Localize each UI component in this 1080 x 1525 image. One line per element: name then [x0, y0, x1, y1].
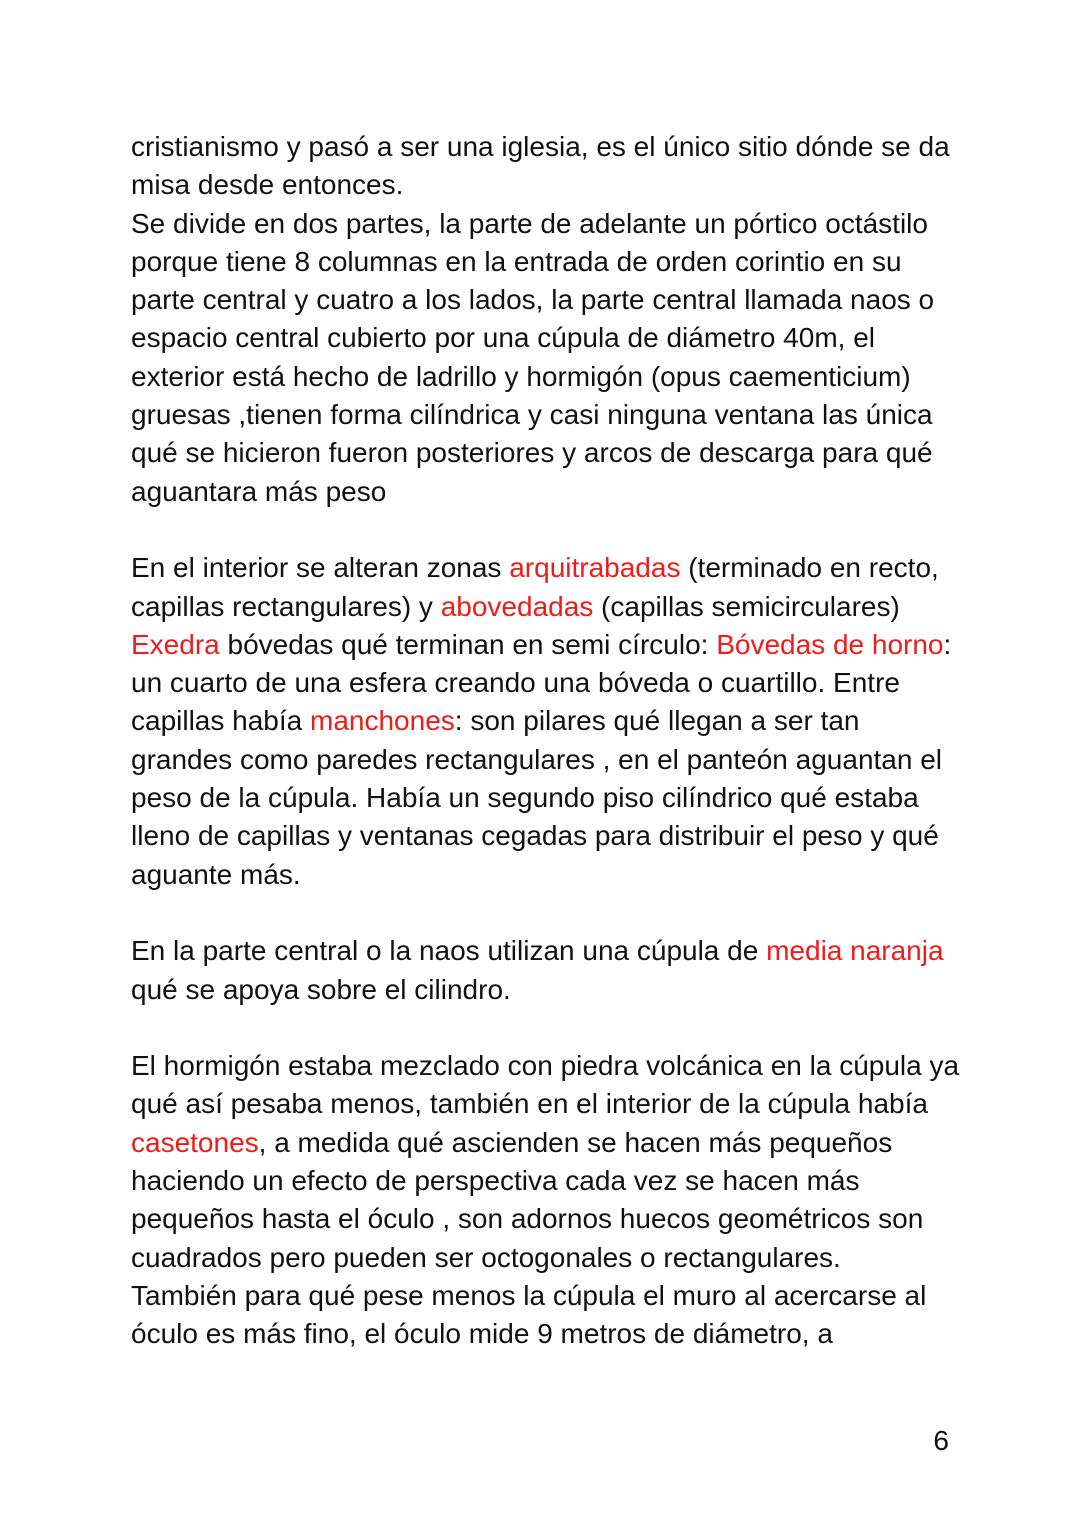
term-abovedadas: abovedadas — [440, 590, 594, 622]
paragraph-spacer — [131, 1009, 961, 1047]
paragraph-spacer — [131, 511, 961, 549]
paragraph-1: cristianismo y pasó a ser una iglesia, es el único sitio dónde se da misa desde entonces. — [131, 131, 950, 201]
term-bovedas-de-horno: Bóvedas de horno — [716, 628, 944, 660]
term-media-naranja: media naranja — [766, 935, 944, 967]
term-arquitrabadas: arquitrabadas — [509, 552, 681, 584]
paragraph-spacer — [131, 894, 961, 932]
term-exedra: Exedra — [131, 628, 220, 660]
text-run: En el interior se alteran zonas — [131, 552, 510, 584]
text-run: : un cuarto de una esfera creando una bóveda o cuartillo. Entre capillas había — [131, 628, 952, 737]
text-run: , a medida qué ascienden se hacen más pequeños haciendo un efecto de perspectiva cada vez se hacen más pequeños hasta el óculo , son adornos huecos geométricos son cuadrados pero pueden ser octogonales o rectangulares. — [131, 1126, 924, 1273]
text-run: El hormigón estaba mezclado con piedra volcánica en la cúpula ya qué así pesaba menos, también en el interior de la cúpula había — [131, 1050, 960, 1120]
paragraph-2: Se divide en dos partes, la parte de adelante un pórtico octástilo porque tiene 8 columnas en la entrada de orden corintio en su parte central y cuatro a los lados, la parte central llamada naos o espacio central cubierto por una cúpula de diámetro 40m, el exterior está hecho de ladrillo y hormigón (opus caementicium) gruesas ,tienen forma cilíndrica y casi ninguna ventana las única qué se hicieron fueron posteriores y arcos de descarga para qué aguantara más peso — [131, 207, 935, 507]
paragraph-5 — [131, 1047, 961, 1277]
paragraph-6: También para qué pese menos la cúpula el muro al acercarse al óculo es más fino, el óculo mide 9 metros de diámetro, a — [131, 1279, 927, 1350]
paragraph-3 — [131, 549, 961, 894]
page-body — [131, 128, 961, 1354]
text-run: qué se apoya sobre el cilindro. — [131, 973, 511, 1005]
paragraph-4 — [131, 932, 961, 1009]
text-run: bóvedas qué terminan en semi círculo: — [219, 628, 717, 660]
page-number: 6 — [933, 1425, 949, 1456]
term-manchones: manchones — [310, 705, 455, 737]
text-run: : son pilares qué llegan a ser tan grandes como paredes rectangulares , en el panteón aguantan el peso de la cúpula. Había un segundo piso cilíndrico qué estaba lleno de capillas y ventanas cegadas para distribuir el peso y qué aguante más. — [131, 705, 943, 890]
term-casetones: casetones — [131, 1126, 259, 1158]
text-run: (capillas semicirculares) — [593, 590, 900, 622]
text-run: (terminado en recto, capillas rectangulares) y — [131, 552, 939, 622]
text-run: En la parte central o la naos utilizan una cúpula de — [131, 935, 767, 967]
